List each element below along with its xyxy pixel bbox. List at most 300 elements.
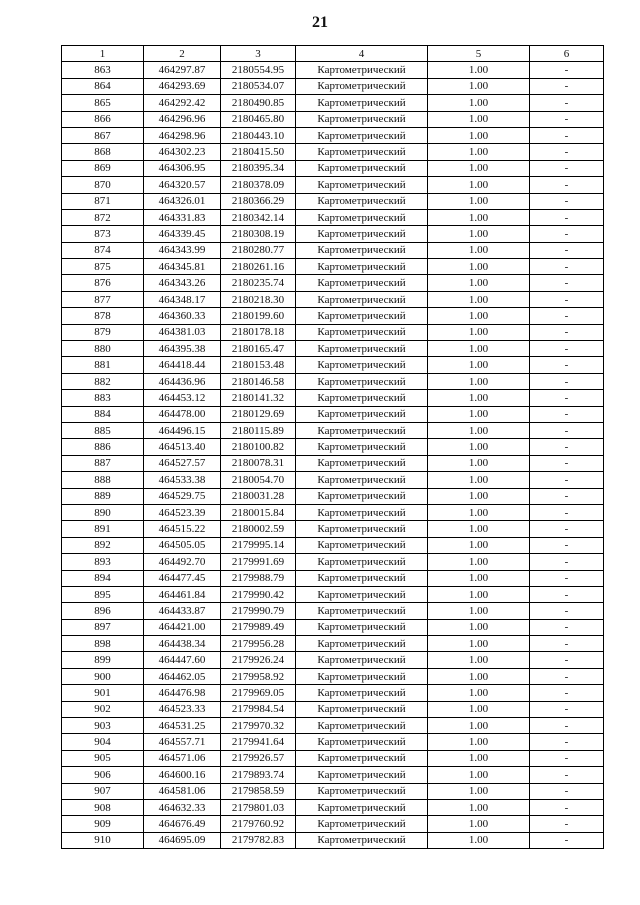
point-number-cell: 883 [62, 390, 144, 406]
y-coordinate-cell: 2179995.14 [221, 537, 296, 553]
table-row [62, 652, 604, 668]
method-cell: Картометрический [296, 799, 428, 815]
point-number-cell: 871 [62, 193, 144, 209]
table-row [62, 586, 604, 602]
x-coordinate-cell: 464292.42 [144, 95, 221, 111]
point-number-cell: 868 [62, 144, 144, 160]
point-number-cell: 878 [62, 308, 144, 324]
method-cell: Картометрический [296, 718, 428, 734]
y-coordinate-cell: 2180415.50 [221, 144, 296, 160]
note-cell: - [530, 668, 604, 684]
accuracy-cell: 1.00 [428, 832, 530, 848]
table-header-row [62, 46, 604, 62]
note-cell: - [530, 767, 604, 783]
y-coordinate-cell: 2179958.92 [221, 668, 296, 684]
method-cell: Картометрический [296, 373, 428, 389]
x-coordinate-cell: 464523.39 [144, 504, 221, 520]
x-coordinate-cell: 464527.57 [144, 455, 221, 471]
table-row [62, 78, 604, 94]
accuracy-cell: 1.00 [428, 341, 530, 357]
y-coordinate-cell: 2180178.18 [221, 324, 296, 340]
x-coordinate-cell: 464505.05 [144, 537, 221, 553]
method-cell: Картометрический [296, 406, 428, 422]
accuracy-cell: 1.00 [428, 242, 530, 258]
x-coordinate-cell: 464345.81 [144, 259, 221, 275]
y-coordinate-cell: 2180002.59 [221, 521, 296, 537]
table-row [62, 767, 604, 783]
point-number-cell: 875 [62, 259, 144, 275]
table-row [62, 734, 604, 750]
note-cell: - [530, 521, 604, 537]
method-cell: Картометрический [296, 767, 428, 783]
point-number-cell: 865 [62, 95, 144, 111]
y-coordinate-cell: 2179988.79 [221, 570, 296, 586]
accuracy-cell: 1.00 [428, 767, 530, 783]
accuracy-cell: 1.00 [428, 636, 530, 652]
x-coordinate-cell: 464533.38 [144, 472, 221, 488]
point-number-cell: 887 [62, 455, 144, 471]
note-cell: - [530, 259, 604, 275]
accuracy-cell: 1.00 [428, 127, 530, 143]
point-number-cell: 866 [62, 111, 144, 127]
x-coordinate-cell: 464395.38 [144, 341, 221, 357]
point-number-cell: 900 [62, 668, 144, 684]
column-header: 3 [221, 46, 296, 62]
note-cell: - [530, 62, 604, 78]
method-cell: Картометрический [296, 111, 428, 127]
note-cell: - [530, 406, 604, 422]
column-header: 5 [428, 46, 530, 62]
table-row [62, 701, 604, 717]
table-row [62, 685, 604, 701]
table-row [62, 718, 604, 734]
method-cell: Картометрический [296, 701, 428, 717]
accuracy-cell: 1.00 [428, 668, 530, 684]
point-number-cell: 894 [62, 570, 144, 586]
point-number-cell: 905 [62, 750, 144, 766]
method-cell: Картометрический [296, 685, 428, 701]
x-coordinate-cell: 464296.96 [144, 111, 221, 127]
accuracy-cell: 1.00 [428, 357, 530, 373]
coordinates-table [61, 45, 604, 849]
x-coordinate-cell: 464343.99 [144, 242, 221, 258]
table-row [62, 455, 604, 471]
note-cell: - [530, 209, 604, 225]
x-coordinate-cell: 464326.01 [144, 193, 221, 209]
x-coordinate-cell: 464600.16 [144, 767, 221, 783]
accuracy-cell: 1.00 [428, 177, 530, 193]
y-coordinate-cell: 2180534.07 [221, 78, 296, 94]
x-coordinate-cell: 464478.00 [144, 406, 221, 422]
y-coordinate-cell: 2180078.31 [221, 455, 296, 471]
x-coordinate-cell: 464320.57 [144, 177, 221, 193]
point-number-cell: 882 [62, 373, 144, 389]
point-number-cell: 873 [62, 226, 144, 242]
x-coordinate-cell: 464476.98 [144, 685, 221, 701]
accuracy-cell: 1.00 [428, 586, 530, 602]
point-number-cell: 896 [62, 603, 144, 619]
table-row [62, 619, 604, 635]
method-cell: Картометрический [296, 504, 428, 520]
note-cell: - [530, 718, 604, 734]
accuracy-cell: 1.00 [428, 521, 530, 537]
accuracy-cell: 1.00 [428, 226, 530, 242]
method-cell: Картометрический [296, 341, 428, 357]
table-row [62, 570, 604, 586]
point-number-cell: 901 [62, 685, 144, 701]
y-coordinate-cell: 2180366.29 [221, 193, 296, 209]
note-cell: - [530, 570, 604, 586]
accuracy-cell: 1.00 [428, 504, 530, 520]
method-cell: Картометрический [296, 160, 428, 176]
table-row [62, 504, 604, 520]
y-coordinate-cell: 2179990.79 [221, 603, 296, 619]
table-row [62, 259, 604, 275]
column-header: 2 [144, 46, 221, 62]
note-cell: - [530, 357, 604, 373]
x-coordinate-cell: 464339.45 [144, 226, 221, 242]
accuracy-cell: 1.00 [428, 390, 530, 406]
note-cell: - [530, 226, 604, 242]
point-number-cell: 886 [62, 439, 144, 455]
point-number-cell: 904 [62, 734, 144, 750]
method-cell: Картометрический [296, 472, 428, 488]
note-cell: - [530, 472, 604, 488]
point-number-cell: 897 [62, 619, 144, 635]
note-cell: - [530, 193, 604, 209]
point-number-cell: 910 [62, 832, 144, 848]
y-coordinate-cell: 2179926.57 [221, 750, 296, 766]
table-row [62, 406, 604, 422]
table-row [62, 193, 604, 209]
note-cell: - [530, 341, 604, 357]
x-coordinate-cell: 464453.12 [144, 390, 221, 406]
method-cell: Картометрический [296, 636, 428, 652]
accuracy-cell: 1.00 [428, 439, 530, 455]
method-cell: Картометрический [296, 652, 428, 668]
y-coordinate-cell: 2180015.84 [221, 504, 296, 520]
point-number-cell: 891 [62, 521, 144, 537]
y-coordinate-cell: 2179858.59 [221, 783, 296, 799]
point-number-cell: 880 [62, 341, 144, 357]
method-cell: Картометрический [296, 488, 428, 504]
x-coordinate-cell: 464515.22 [144, 521, 221, 537]
point-number-cell: 863 [62, 62, 144, 78]
note-cell: - [530, 701, 604, 717]
table-row [62, 62, 604, 78]
x-coordinate-cell: 464306.95 [144, 160, 221, 176]
note-cell: - [530, 619, 604, 635]
y-coordinate-cell: 2180308.19 [221, 226, 296, 242]
y-coordinate-cell: 2180395.34 [221, 160, 296, 176]
table-row [62, 488, 604, 504]
x-coordinate-cell: 464433.87 [144, 603, 221, 619]
method-cell: Картометрический [296, 291, 428, 307]
accuracy-cell: 1.00 [428, 111, 530, 127]
accuracy-cell: 1.00 [428, 472, 530, 488]
y-coordinate-cell: 2180235.74 [221, 275, 296, 291]
accuracy-cell: 1.00 [428, 554, 530, 570]
table-row [62, 291, 604, 307]
y-coordinate-cell: 2180378.09 [221, 177, 296, 193]
y-coordinate-cell: 2180199.60 [221, 308, 296, 324]
note-cell: - [530, 308, 604, 324]
y-coordinate-cell: 2180490.85 [221, 95, 296, 111]
column-header: 4 [296, 46, 428, 62]
y-coordinate-cell: 2180141.32 [221, 390, 296, 406]
accuracy-cell: 1.00 [428, 701, 530, 717]
point-number-cell: 876 [62, 275, 144, 291]
accuracy-cell: 1.00 [428, 406, 530, 422]
note-cell: - [530, 816, 604, 832]
note-cell: - [530, 242, 604, 258]
table-body [62, 62, 604, 849]
accuracy-cell: 1.00 [428, 652, 530, 668]
point-number-cell: 877 [62, 291, 144, 307]
point-number-cell: 888 [62, 472, 144, 488]
y-coordinate-cell: 2179801.03 [221, 799, 296, 815]
method-cell: Картометрический [296, 570, 428, 586]
method-cell: Картометрический [296, 783, 428, 799]
table-row [62, 603, 604, 619]
x-coordinate-cell: 464676.49 [144, 816, 221, 832]
note-cell: - [530, 127, 604, 143]
note-cell: - [530, 144, 604, 160]
accuracy-cell: 1.00 [428, 734, 530, 750]
accuracy-cell: 1.00 [428, 603, 530, 619]
y-coordinate-cell: 2179893.74 [221, 767, 296, 783]
y-coordinate-cell: 2179991.69 [221, 554, 296, 570]
table-row [62, 832, 604, 848]
accuracy-cell: 1.00 [428, 783, 530, 799]
note-cell: - [530, 603, 604, 619]
note-cell: - [530, 439, 604, 455]
point-number-cell: 899 [62, 652, 144, 668]
note-cell: - [530, 291, 604, 307]
method-cell: Картометрический [296, 357, 428, 373]
table-row [62, 750, 604, 766]
x-coordinate-cell: 464632.33 [144, 799, 221, 815]
table-row [62, 111, 604, 127]
table-row [62, 390, 604, 406]
column-header: 1 [62, 46, 144, 62]
accuracy-cell: 1.00 [428, 816, 530, 832]
accuracy-cell: 1.00 [428, 718, 530, 734]
point-number-cell: 867 [62, 127, 144, 143]
column-header: 6 [530, 46, 604, 62]
note-cell: - [530, 95, 604, 111]
y-coordinate-cell: 2179926.24 [221, 652, 296, 668]
method-cell: Картометрический [296, 390, 428, 406]
accuracy-cell: 1.00 [428, 619, 530, 635]
y-coordinate-cell: 2180554.95 [221, 62, 296, 78]
x-coordinate-cell: 464581.06 [144, 783, 221, 799]
table-row [62, 308, 604, 324]
table-row [62, 341, 604, 357]
point-number-cell: 870 [62, 177, 144, 193]
method-cell: Картометрический [296, 586, 428, 602]
point-number-cell: 869 [62, 160, 144, 176]
y-coordinate-cell: 2180261.16 [221, 259, 296, 275]
y-coordinate-cell: 2180054.70 [221, 472, 296, 488]
x-coordinate-cell: 464381.03 [144, 324, 221, 340]
note-cell: - [530, 324, 604, 340]
y-coordinate-cell: 2179969.05 [221, 685, 296, 701]
method-cell: Картометрический [296, 619, 428, 635]
x-coordinate-cell: 464302.23 [144, 144, 221, 160]
note-cell: - [530, 652, 604, 668]
accuracy-cell: 1.00 [428, 373, 530, 389]
point-number-cell: 881 [62, 357, 144, 373]
x-coordinate-cell: 464461.84 [144, 586, 221, 602]
x-coordinate-cell: 464557.71 [144, 734, 221, 750]
table-row [62, 783, 604, 799]
y-coordinate-cell: 2180280.77 [221, 242, 296, 258]
x-coordinate-cell: 464477.45 [144, 570, 221, 586]
x-coordinate-cell: 464496.15 [144, 422, 221, 438]
x-coordinate-cell: 464462.05 [144, 668, 221, 684]
point-number-cell: 885 [62, 422, 144, 438]
accuracy-cell: 1.00 [428, 308, 530, 324]
note-cell: - [530, 636, 604, 652]
accuracy-cell: 1.00 [428, 570, 530, 586]
method-cell: Картометрический [296, 750, 428, 766]
y-coordinate-cell: 2180153.48 [221, 357, 296, 373]
x-coordinate-cell: 464447.60 [144, 652, 221, 668]
table-row [62, 439, 604, 455]
y-coordinate-cell: 2180165.47 [221, 341, 296, 357]
accuracy-cell: 1.00 [428, 144, 530, 160]
table-row [62, 226, 604, 242]
x-coordinate-cell: 464293.69 [144, 78, 221, 94]
method-cell: Картометрический [296, 816, 428, 832]
point-number-cell: 889 [62, 488, 144, 504]
x-coordinate-cell: 464438.34 [144, 636, 221, 652]
accuracy-cell: 1.00 [428, 291, 530, 307]
accuracy-cell: 1.00 [428, 193, 530, 209]
accuracy-cell: 1.00 [428, 259, 530, 275]
y-coordinate-cell: 2179990.42 [221, 586, 296, 602]
method-cell: Картометрический [296, 324, 428, 340]
note-cell: - [530, 537, 604, 553]
x-coordinate-cell: 464571.06 [144, 750, 221, 766]
method-cell: Картометрический [296, 127, 428, 143]
point-number-cell: 872 [62, 209, 144, 225]
note-cell: - [530, 373, 604, 389]
accuracy-cell: 1.00 [428, 537, 530, 553]
x-coordinate-cell: 464531.25 [144, 718, 221, 734]
accuracy-cell: 1.00 [428, 324, 530, 340]
accuracy-cell: 1.00 [428, 275, 530, 291]
x-coordinate-cell: 464418.44 [144, 357, 221, 373]
note-cell: - [530, 177, 604, 193]
note-cell: - [530, 422, 604, 438]
note-cell: - [530, 78, 604, 94]
accuracy-cell: 1.00 [428, 750, 530, 766]
y-coordinate-cell: 2180129.69 [221, 406, 296, 422]
point-number-cell: 906 [62, 767, 144, 783]
point-number-cell: 893 [62, 554, 144, 570]
point-number-cell: 884 [62, 406, 144, 422]
accuracy-cell: 1.00 [428, 422, 530, 438]
note-cell: - [530, 750, 604, 766]
accuracy-cell: 1.00 [428, 95, 530, 111]
table-row [62, 472, 604, 488]
table-row [62, 209, 604, 225]
point-number-cell: 902 [62, 701, 144, 717]
method-cell: Картометрический [296, 78, 428, 94]
method-cell: Картометрический [296, 177, 428, 193]
method-cell: Картометрический [296, 439, 428, 455]
point-number-cell: 864 [62, 78, 144, 94]
method-cell: Картометрический [296, 603, 428, 619]
x-coordinate-cell: 464298.96 [144, 127, 221, 143]
table-row [62, 127, 604, 143]
accuracy-cell: 1.00 [428, 160, 530, 176]
method-cell: Картометрический [296, 275, 428, 291]
table-row [62, 95, 604, 111]
table-row [62, 636, 604, 652]
method-cell: Картометрический [296, 554, 428, 570]
x-coordinate-cell: 464523.33 [144, 701, 221, 717]
method-cell: Картометрический [296, 226, 428, 242]
y-coordinate-cell: 2180115.89 [221, 422, 296, 438]
method-cell: Картометрический [296, 668, 428, 684]
y-coordinate-cell: 2179984.54 [221, 701, 296, 717]
x-coordinate-cell: 464513.40 [144, 439, 221, 455]
x-coordinate-cell: 464492.70 [144, 554, 221, 570]
method-cell: Картометрический [296, 242, 428, 258]
x-coordinate-cell: 464331.83 [144, 209, 221, 225]
y-coordinate-cell: 2179989.49 [221, 619, 296, 635]
table-row [62, 816, 604, 832]
table-row [62, 373, 604, 389]
x-coordinate-cell: 464343.26 [144, 275, 221, 291]
method-cell: Картометрический [296, 537, 428, 553]
note-cell: - [530, 488, 604, 504]
accuracy-cell: 1.00 [428, 799, 530, 815]
table-row [62, 422, 604, 438]
y-coordinate-cell: 2180100.82 [221, 439, 296, 455]
note-cell: - [530, 455, 604, 471]
note-cell: - [530, 586, 604, 602]
x-coordinate-cell: 464695.09 [144, 832, 221, 848]
accuracy-cell: 1.00 [428, 685, 530, 701]
x-coordinate-cell: 464529.75 [144, 488, 221, 504]
method-cell: Картометрический [296, 832, 428, 848]
y-coordinate-cell: 2179941.64 [221, 734, 296, 750]
method-cell: Картометрический [296, 62, 428, 78]
x-coordinate-cell: 464421.00 [144, 619, 221, 635]
table-row [62, 521, 604, 537]
method-cell: Картометрический [296, 259, 428, 275]
point-number-cell: 895 [62, 586, 144, 602]
table-row [62, 144, 604, 160]
note-cell: - [530, 832, 604, 848]
table-row [62, 554, 604, 570]
x-coordinate-cell: 464297.87 [144, 62, 221, 78]
point-number-cell: 890 [62, 504, 144, 520]
method-cell: Картометрический [296, 144, 428, 160]
method-cell: Картометрический [296, 734, 428, 750]
table-row [62, 177, 604, 193]
note-cell: - [530, 111, 604, 127]
y-coordinate-cell: 2179956.28 [221, 636, 296, 652]
x-coordinate-cell: 464348.17 [144, 291, 221, 307]
method-cell: Картометрический [296, 193, 428, 209]
y-coordinate-cell: 2179760.92 [221, 816, 296, 832]
table-row [62, 668, 604, 684]
